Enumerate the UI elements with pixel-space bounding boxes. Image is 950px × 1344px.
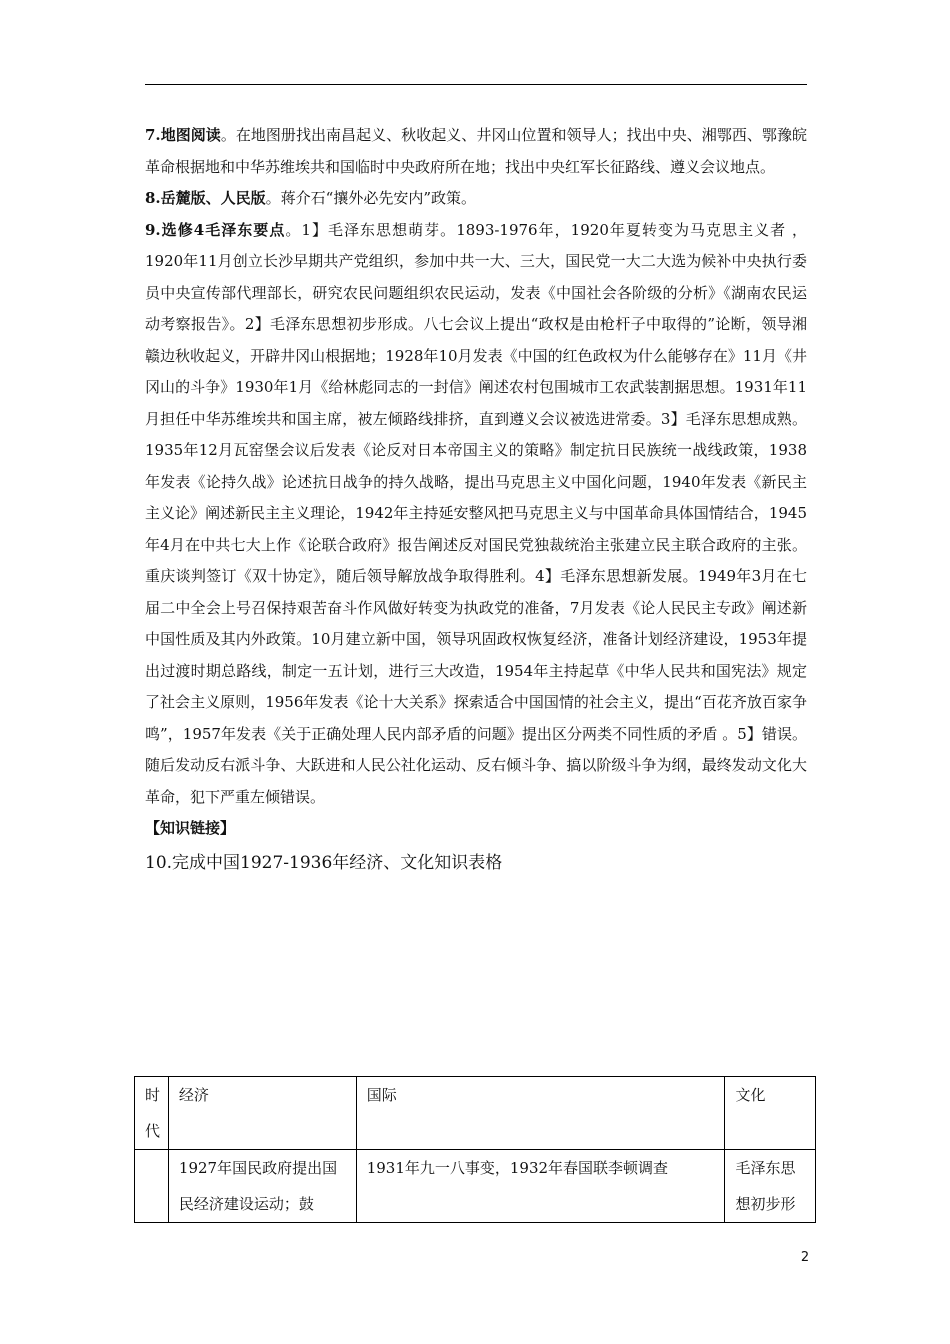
document-body — [145, 120, 807, 879]
table-cell-international: 1931年九一八事变，1932年春国联李顿调查 — [356, 1150, 725, 1223]
table-row — [135, 1150, 816, 1223]
table-cell-era — [135, 1150, 169, 1223]
table-header-international: 国际 — [356, 1077, 725, 1150]
table-cell-economy: 1927年国民政府提出国民经济建设运动；鼓 — [168, 1150, 356, 1223]
item-8-text: 。蒋介石“攘外必先安内”政策。 — [265, 189, 477, 207]
table-header-row — [135, 1077, 816, 1150]
knowledge-table — [134, 1076, 816, 1223]
page-number: 2 — [800, 1250, 810, 1265]
item-8 — [145, 183, 807, 215]
table-header-economy: 经济 — [168, 1077, 356, 1150]
item-9-text: 。1】毛泽东思想萌芽。1893-1976年，1920年夏转变为马克思主义者 ，1920年11月创立长沙早期共产党组织，参加中共一大、三大，国民党一大二大选为候补中央执行委员中央宣传部代理部长，研究农民问题组织农民运动，发表《中国社会各阶级的分析》《湖南农民运动考察报告》。2】毛泽东思想初步形成。八七会议上提出“政权是由枪杆子中取得的”论断，领导湘赣边秋收起义，开辟井冈山根据地；1928年10月发表《中国的红色政权为什么能够存在》11月《井冈山的斗争》1930年1月《给林彪同志的一封信》阐述农村包围城市工农武装割据思想。1931年11月担任中华苏维埃共和国主席，被左倾路线排挤，直到遵义会议被选进常委。3】毛泽东思想成熟。1935年12月瓦窑堡会议后发表《论反对日本帝国主义的策略》制定抗日民族统一战线政策，1938年发表《论持久战》论述抗日战争的持久战略，提出马克思主义中国化问题，1940年发表《新民主主义论》阐述新民主主义理论，1942年主持延安整风把马克思主义与中国革命具体国情结合，1945年4月在中共七大上作《论联合政府》报告阐述反对国民党独裁统治主张建立民主联合政府的主张。重庆谈判签订《双十协定》，随后领导解放战争取得胜利。4】毛泽东思想新发展。1949年3月在七届二中全会上号召保持艰苦奋斗作风做好转变为执政党的准备，7月发表《论人民民主专政》阐述新中国性质及其内外政策。10月建立新中国，领导巩固政权恢复经济，准备计划经济建设，1953年提出过渡时期总路线，制定一五计划，进行三大改造，1954年主持起草《中华人民共和国宪法》规定了社会主义原则，1956年发表《论十大关系》探索适合中国国情的社会主义，提出“百花齐放百家争鸣”，1957年发表《关于正确处理人民内部矛盾的问题》提出区分两类不同性质的矛盾 。5】错误。随后发动反右派斗争、大跃进和人民公社化运动、反右倾斗争、搞以阶级斗争为纲，最终发动文化大革命，犯下严重左倾错误。 — [145, 220, 807, 806]
item-7-label: 7.地图阅读 — [145, 126, 221, 144]
item-9 — [145, 215, 807, 814]
item-10-heading: 10.完成中国1927-1936年经济、文化知识表格 — [145, 852, 503, 873]
item-7-text: 。在地图册找出南昌起义、秋收起义、井冈山位置和领导人；找出中央、湘鄂西、鄂豫皖革命根据地和中华苏维埃共和国临时中央政府所在地；找出中央红军长征路线、遵义会议地点。 — [145, 126, 807, 176]
table-header-culture: 文化 — [725, 1077, 816, 1150]
item-7 — [145, 120, 807, 183]
knowledge-link-heading: 【知识链接】 — [145, 819, 236, 837]
table-header-era: 时代 — [135, 1077, 169, 1150]
table-cell-culture: 毛泽东思想初步形 — [725, 1150, 816, 1223]
item-9-label: 9.选修4毛泽东要点 — [145, 220, 286, 239]
item-8-label: 8.岳麓版、人民版 — [145, 189, 266, 207]
header-rule — [145, 84, 807, 85]
